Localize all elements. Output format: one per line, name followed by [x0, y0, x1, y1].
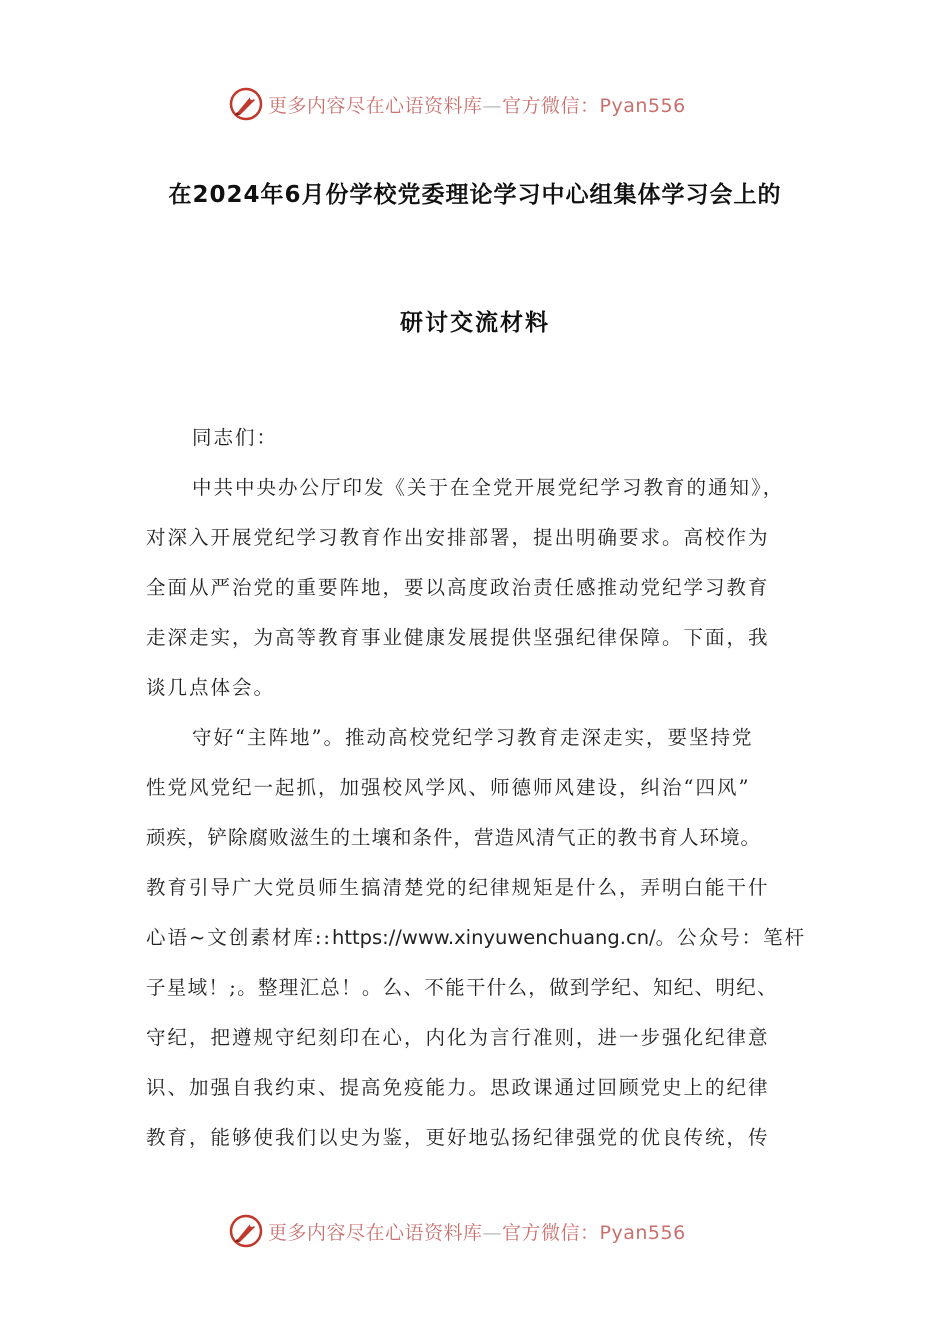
header-banner [228, 84, 686, 124]
footer-brand: 更多内容尽在心语资料库 [268, 1221, 483, 1244]
paragraph-line: 对深入开展党纪学习教育作出安排部署，提出明确要求。高校作为 [146, 526, 770, 549]
paragraph-line: 谈几点体会。 [146, 676, 276, 699]
page-title-line1: 在2024年6月份学校党委理论学习中心组集体学习会上的 [168, 182, 782, 208]
paragraph-line: 教育，能够使我们以史为鉴，更好地弘扬纪律强党的优良传统，传 [146, 1126, 770, 1149]
header-contact: Pyan556 [599, 94, 686, 117]
paragraph-line: 顽疾，铲除腐败滋生的土壤和条件，营造风清气正的教书育人环境。 [146, 826, 762, 849]
pen-nib-logo-icon [228, 1213, 264, 1249]
header-banner-text [268, 91, 686, 118]
paragraph-line: 守纪，把遵规守纪刻印在心，内化为言行准则，进一步强化纪律意 [146, 1026, 770, 1049]
paragraph-line: 性党风党纪一起抓，加强校风学风、师德师风建设，纠治“四风” [146, 776, 751, 799]
page-title-line2: 研讨交流材料 [400, 310, 550, 336]
paragraph-line: 守好“主阵地”。推动高校党纪学习教育走深走实，要坚持党 [192, 726, 754, 749]
paragraph-line-mixed [146, 922, 806, 950]
footer-separator: — [482, 1221, 503, 1244]
watermark-url: https://www.xinyuwenchuang.cn/ [331, 926, 656, 949]
paragraph-line: 教育引导广大党员师生搞清楚党的纪律规矩是什么，弄明白能干什 [146, 876, 770, 899]
paragraph-line: 中共中央办公厅印发《关于在全党开展党纪学习教育的通知》， [192, 476, 785, 499]
pen-nib-logo-icon [228, 86, 264, 122]
watermark-source-text: 心语~文创素材库:: [146, 926, 332, 949]
paragraph-line: 走深走实，为高等教育事业健康发展提供坚强纪律保障。下面，我 [146, 626, 770, 649]
paragraph-line: 子星域！;。整理汇总！。么、不能干什么，做到学纪、知纪、明纪、 [146, 976, 778, 999]
header-separator: — [482, 94, 503, 117]
paragraph-line: 识、加强自我约束、提高免疫能力。思政课通过回顾党史上的纪律 [146, 1076, 770, 1099]
paragraph-line: 全面从严治党的重要阵地，要以高度政治责任感推动党纪学习教育 [146, 576, 770, 599]
header-official: 官方微信： [502, 94, 600, 117]
footer-banner-text [268, 1218, 686, 1245]
footer-official: 官方微信： [502, 1221, 600, 1244]
footer-contact: Pyan556 [599, 1221, 686, 1244]
header-brand: 更多内容尽在心语资料库 [268, 94, 483, 117]
greeting: 同志们： [192, 426, 279, 449]
footer-banner [228, 1211, 686, 1251]
watermark-account-text: 。公众号：笔杆 [655, 926, 807, 949]
